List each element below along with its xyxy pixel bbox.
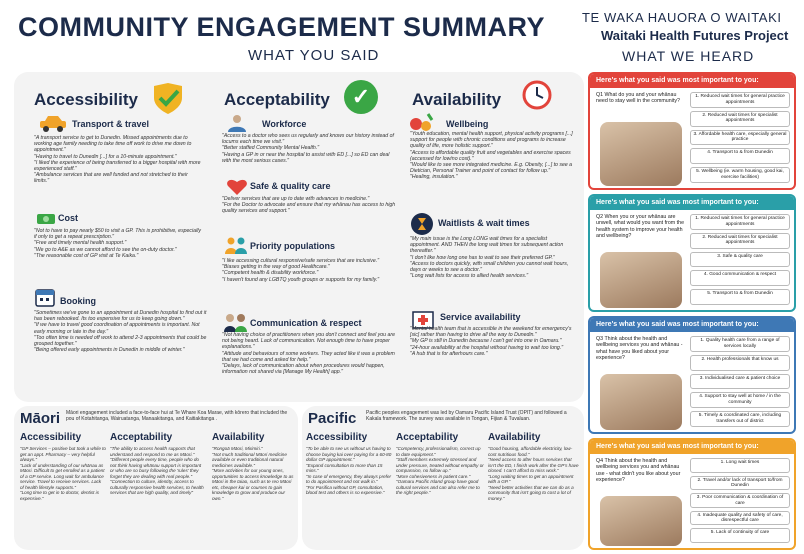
result-question: Q3 Think about the health and wellbeing services you and whānau - what have you liked about your experience? (596, 336, 683, 361)
heart-icon (226, 178, 248, 196)
result-option: 1. Reduced wait times for general practice appointments (690, 92, 790, 108)
people-photo (600, 252, 682, 308)
result-option: 4. Support to stay well at home / in the community (690, 392, 790, 408)
maori-acceptability-quotes: "The ability to access health supports that understand and respond to me as Māori." "Different people every time, people who do not think having whānau support is important or who are so busy following the 'rules' they forget they are dealing with real people." "Connection to culture, identity, access to culturally responsive health services, to health services that are high quality, and timely" (110, 446, 204, 495)
result-option: 5. Lack of continuity of care (690, 528, 790, 543)
availability-heading: Availability (412, 90, 502, 109)
result-option: 2. Travel and/or lack of transport to/from Dunedin (690, 476, 790, 491)
pacific-acceptability-heading: Acceptability (396, 432, 459, 443)
cost-quotes: "Not to have to pay nearly $50 to visit a GP. This is prohibitive, especially if only to get a repeat prescription." "Free and timely mental health support." "We go to A&E as we cannot afford to see the on-duty doctor." "The reasonable cost of GP visit at Te Kaika." (34, 228, 201, 259)
calendar-icon (34, 286, 56, 308)
maori-acceptability-heading: Acceptability (110, 432, 173, 443)
priority-quotes: "I like accessing cultural responsive/safe services that are inclusive." "Biases getting in the way of good Healthcare." "Competent health & disability workforce." "I haven't found any LGBTQ youth groups or supports for my family." (222, 258, 380, 283)
result-panel-header: Here's what you said was most important to you: (590, 318, 794, 332)
workforce-quotes: "Access to a doctor who sees us regularly and knows our history instead of locums each time we visit." "Better staffed Community Mental Health." "Having a GP in or near the hospital to assist with ED [...] so ED can deal with the most serious cases." (222, 133, 394, 164)
pacific-label: Pacific (308, 410, 357, 427)
right-title: WHAT WE HEARD (622, 48, 755, 64)
result-option: 2. Health professionals that know us (690, 355, 790, 371)
result-panel (588, 72, 796, 190)
result-panel-header: Here's what you said was most important to you: (590, 440, 794, 454)
result-option: 1. Reduced wait times for general practice appointments (690, 214, 790, 230)
wellbeing-heading: Wellbeing (446, 119, 489, 129)
maori-label: Māori (20, 410, 61, 427)
result-option: 2. Reduced wait times for specialist appointments (690, 233, 790, 249)
maori-accessibility-heading: Accessibility (20, 432, 82, 443)
maori-availability-heading: Availability (212, 432, 265, 443)
communication-heading: Communication & respect (250, 318, 362, 328)
maori-accessibility-quotes: "GP Services – positive but took a while to get an appt. Pharmacy – very helpful always." "Lack of understanding of our whānau as Māori. Difficult to get enrolled as a patient of a GP service. Long wait for ambulance service. Travel to receive services. Lack of health lifestyle supports." "Long time to get in to doctor, dentist is expensive." (20, 446, 106, 501)
result-option: 5. Transport to & from Dunedin (690, 289, 790, 305)
transport-heading: Transport & travel (72, 119, 150, 129)
result-option: 3. Safe & quality care (690, 252, 790, 268)
result-panel (588, 438, 796, 550)
pacific-accessibility-quotes: "To be able to see us without us having to choose buying kai over paying for a 60-80 dollar GP appointment." "Expand consultation to more than 15 mins." "In case of emergency, they always prefer to do appointment and not walk in." "For Pasifica without GP, consultation, blood test and others is so expensive." (306, 446, 392, 495)
shield-check-icon (146, 82, 186, 116)
clock-icon (522, 80, 552, 110)
result-question: Q4 Think about the health and wellbeing services you and whānau use - what didn't you like about your experience? (596, 458, 681, 483)
cost-heading: Cost (58, 213, 78, 223)
result-question: Q2 When you or your whānau are unwell, what would you want from the health system to improve your health and wellbeing? (596, 214, 685, 239)
result-option: 3. Poor communication & coordination of care (690, 493, 790, 508)
waitlists-heading: Waitlists & wait times (438, 218, 530, 228)
maori-availability-quotes: "Rongoā Māori, Mirimiri." "Not much traditional Māori medicine available or even traditional natural medicines available." "More activities for our young ones, opportunities to access knowledge to as Māori in the taiao, such as te reo Māori etc, cheaper kai or courses to gain knowledge to grow and produce our own." (212, 446, 294, 501)
page-subtitle: WHAT YOU SAID (248, 47, 380, 64)
acceptability-heading: Acceptability (224, 90, 330, 109)
pacific-acceptability-quotes: "Competency, professionalism, correct up to date equipment." "Staff members extremely stressed and under pressure, treated without empathy or compassion, no follow up." "More cohesiveness in patient care." "Oamaru Pacific Island group have good cultural services and can also refer me to the right people." (396, 446, 484, 495)
wellbeing-quotes: "Youth education, mental health support, physical activity programs [...] support for people with chronic conditions and programs to increase quality of life, more holistic support." "Access to affordable quality fruit and vegetables and exercise spaces (accessed for low/no cost)." "Would like to see more integrated medicine. E.g. Obesity, [...] to see a Dietician, Personal Trainer and point of contact for follow up." "Healing, insulation." (410, 131, 573, 181)
pacific-availability-quotes: "Good housing, affordable electricity, low-cost nutritious food." "Need access to after hours services that isn't the ED, I finish work after the GP's have closed. I can't afford to miss work." "Long waiting times to get an appointment with a GP." "Need better activities that we can do as a community that isn't going to cost a lot of money." (488, 446, 579, 501)
result-option: 1. Quality health care from a range of services locally (690, 336, 790, 352)
result-option: 2. Reduced wait times for specialist appointments (690, 111, 790, 127)
result-option: 5. Wellbeing (ie. warm housing, good kai, exercise facilities) (690, 167, 790, 183)
result-option: 5. Timely & coordinated care, including transfers out of district (690, 411, 790, 427)
accessibility-heading: Accessibility (34, 90, 138, 109)
result-option: 4. Transport to & from Dunedin (690, 148, 790, 164)
maori-intro: Māori engagement included a face-to-face hui at Te Whare Koa Marae, with kōrero that included the pou of Kotahitanga, Wairuatanga, Manaakitanga, and Kaitiakitanga . (66, 410, 288, 422)
result-option: 3. Individualised care & patient choice (690, 374, 790, 390)
result-question: Q1 What do you and your whānau need to stay well in the community? (596, 92, 680, 105)
people-icon (224, 236, 248, 254)
result-option: 4. Inadequate quality and safety of care, disrespectful care (690, 511, 790, 526)
workforce-heading: Workforce (262, 119, 307, 129)
result-option: 1. Long wait times (690, 458, 790, 473)
booking-heading: Booking (60, 296, 96, 306)
people-photo (600, 374, 682, 430)
transport-quotes: "A transport service to get to Dunedin. Missed appointments due to working age family needing to take time off work to drive me down to appointment." "Having to travel to Dunedin [...] for a 10-minute appointment." "I liked the experience of being transferred to a bigger hospital with more experienced staff." "Ambulance services that are well funded and not stretched to their limits." (34, 135, 201, 185)
result-panel (588, 194, 796, 312)
result-panel (588, 316, 796, 434)
pacific-intro: Pacific peoples engagement was led by Oamaru Pacific Island Trust (OPIT) and followed a Kakala framework. The survey was available in Tongan, Fijian & Tuvaluan. (366, 410, 567, 422)
priority-heading: Priority populations (250, 241, 336, 251)
check-circle-icon: ✓ (344, 80, 378, 114)
car-icon (38, 115, 68, 133)
waitlists-quotes: "My main issue is the Long LONG wait times for a specialist appointment. AND THEN the long wait times for subsequent action thereafter." "I don't like how long one has to wait to see their preferred GP." "Access to doctors quickly, with small children you cannot wait hours, days or weeks to see a doctor." "Long wait lists for access to allied health services." (410, 236, 569, 280)
doctor-icon (224, 114, 250, 132)
communication-quotes: "Not having choice of practitioners when you don't connect and feel you are not being heard. Lack of communication. Not enough time to have proper explanations." "Attitude and behaviours of some workers. They acted like it was a problem that we had come and asked for help." "Delays, lack of communication about when procedures would happen, information not shared via [Manage My Health] app." (222, 332, 395, 376)
result-panel-header: Here's what you said was most important to you: (590, 74, 794, 88)
money-icon (36, 210, 56, 228)
result-option: 3. Affordable health care, especially general practice (690, 130, 790, 146)
result-panel-header: Here's what you said was most important to you: (590, 196, 794, 210)
page-title: COMMUNITY ENGAGEMENT SUMMARY (18, 12, 545, 42)
safe-care-heading: Safe & quality care (250, 181, 331, 191)
org-name: TE WAKA HAUORA O WAITAKI (582, 10, 782, 25)
booking-quotes: "Sometimes we've gone to an appointment at Dunedin hospital to find out it has been rebooked. Its too expensive for us to keep going down." "If we have to travel good coordination of appointments is important. Not early morning or late in the day." "Too often time is needed off work to attend 2-3 appointments that could be grouped together." "Being offered early appointments in Dunedin in middle of winter." (34, 310, 207, 354)
project-name: Waitaki Health Futures Project (601, 28, 789, 43)
people-photo (600, 496, 682, 546)
service-quotes: "Mental health team that is accessible in the weekend for emergency's [sic] rather than having to drive all the way to Dunedin." "My GP is still in Dunedin because I can't get into one in Oamaru." "24-hour availability at the hospital without having to wait too long." "A hub that is for afterhours care." (410, 326, 572, 357)
safe-care-quotes: "Deliver services that are up to date with advances in medicine." "For the Doctor to advocate and ensure that my whānau has access to high quality services and support." (222, 196, 396, 215)
pacific-availability-heading: Availability (488, 432, 541, 443)
hourglass-icon (410, 212, 434, 236)
service-heading: Service availability (440, 312, 521, 322)
result-option: 4. Good communication & respect (690, 270, 790, 286)
pacific-accessibility-heading: Accessibility (306, 432, 368, 443)
speech-icon (222, 310, 248, 332)
people-photo (600, 122, 682, 186)
